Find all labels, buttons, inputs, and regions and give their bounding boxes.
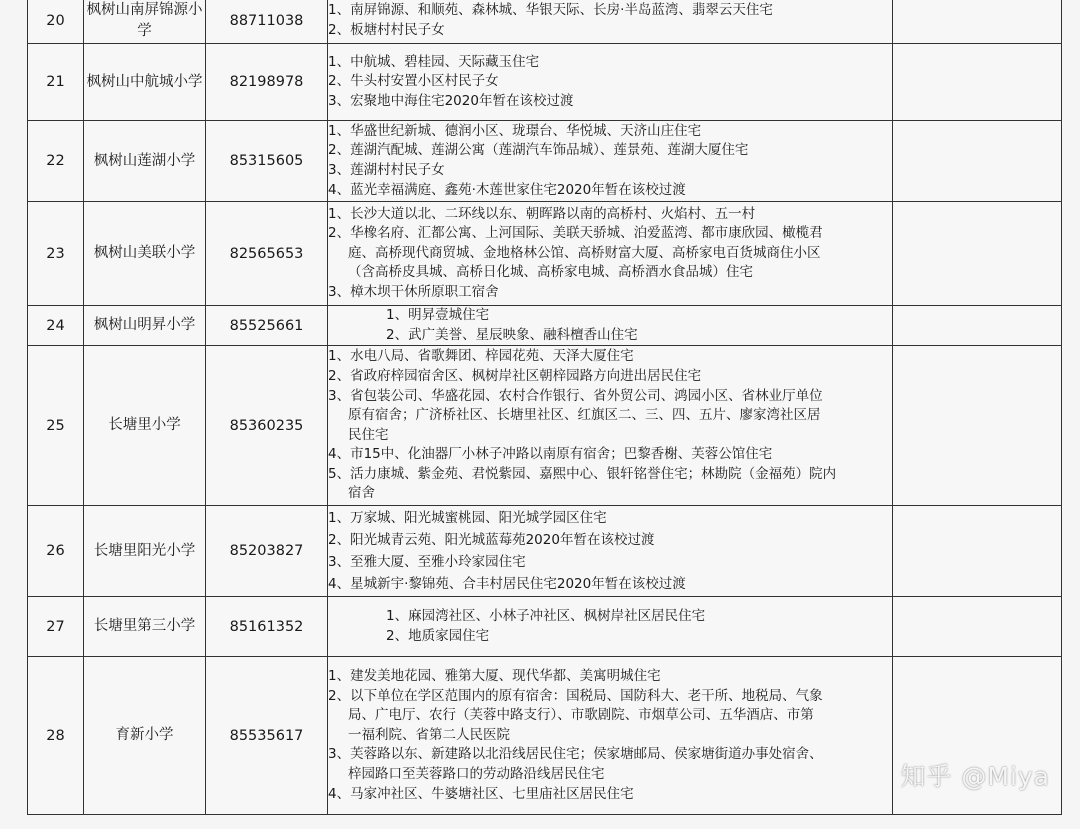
row-number: 20 (28, 0, 84, 44)
row-number: 24 (28, 306, 84, 346)
district-line: 4、星城新宇·黎锦苑、合丰村居民住宅2020年暂在该校过渡 (328, 576, 686, 593)
row-number: 27 (28, 597, 84, 657)
school-phone: 82565653 (206, 202, 328, 306)
remarks-cell (893, 506, 1062, 597)
district-line: 4、蓝光幸福满庭、鑫苑·木莲世家住宅2020年暂在该校过渡 (328, 181, 686, 198)
district-range (328, 121, 893, 202)
watermark: 知乎 @Miya (900, 762, 1050, 791)
district-line: （含高桥皮具城、高桥日化城、高桥家电城、高桥酒水食品城）住宅 (348, 264, 753, 281)
district-line: 2、省政府梓园宿舍区、枫树岸社区朝梓园路方向进出居民住宅 (328, 367, 702, 384)
school-name: 枫树山美联小学 (84, 202, 206, 306)
district-line: 梓园路口至芙蓉路口的劳动路沿线居民住宅 (348, 766, 605, 783)
row-number: 21 (28, 44, 84, 121)
remarks-cell (893, 597, 1062, 657)
district-line: 3、省包装公司、华盛花园、农村合作银行、省外贸公司、鸿园小区、省林业厅单位 (328, 387, 823, 404)
school-name: 长塘里小学 (84, 346, 206, 506)
school-district-table (27, 0, 1062, 815)
table-row (28, 597, 1062, 657)
district-line: 5、活力康城、紫金苑、君悦紫园、嘉熙中心、银轩铭誉住宅；林勘院（金福苑）院内 (328, 465, 837, 482)
district-line: 1、麻园湾社区、小林子冲社区、枫树岸社区居民住宅 (386, 608, 706, 625)
district-range (328, 0, 893, 44)
district-line: 4、马家冲社区、牛婆塘社区、七里庙社区居民住宅 (328, 785, 634, 802)
district-line: 3、樟木坝干休所原职工宿舍 (328, 283, 499, 300)
district-line: 2、地质家园住宅 (386, 627, 490, 644)
school-phone: 82198978 (206, 44, 328, 121)
school-phone: 88711038 (206, 0, 328, 44)
remarks-cell (893, 0, 1062, 44)
school-name: 枫树山莲湖小学 (84, 121, 206, 202)
district-line: 2、莲湖汽配城、莲湖公寓（莲湖汽车饰品城）、莲景苑、莲湖大厦住宅 (328, 142, 749, 159)
table-body (28, 0, 1062, 815)
district-line: 2、武广美誉、星辰映象、融科檀香山住宅 (386, 326, 638, 343)
district-range (328, 202, 893, 306)
district-line: 1、万家城、阳光城蜜桃园、阳光城学园区住宅 (328, 510, 607, 527)
school-phone: 85315605 (206, 121, 328, 202)
district-line: 2、板塘村村民子女 (328, 22, 445, 38)
school-name: 枫树山中航城小学 (84, 44, 206, 121)
district-line: 1、水电八局、省歌舞团、梓园花苑、天泽大厦住宅 (328, 348, 634, 365)
school-phone: 85535617 (206, 657, 328, 815)
remarks-cell (893, 44, 1062, 121)
district-line: 局、广电厅、农行（芙蓉中路支行）、市歌剧院、市烟草公司、五华酒店、市第 (348, 707, 814, 724)
table-row (28, 121, 1062, 202)
school-name: 枫树山明昇小学 (84, 306, 206, 346)
district-line: 3、莲湖村村民子女 (328, 162, 445, 178)
district-line: 2、以下单位在学区范围内的原有宿舍：国税局、国防科大、老干所、地税局、气象 (328, 687, 823, 704)
district-range (328, 597, 893, 657)
school-phone: 85525661 (206, 306, 328, 346)
district-line: 2、阳光城青云苑、阳光城蓝莓苑2020年暂在该校过渡 (328, 532, 655, 549)
table-row (28, 44, 1062, 121)
district-line: 1、南屏锦源、和顺苑、森林城、华银天际、长房·半岛蓝湾、翡翠云天住宅 (328, 2, 773, 19)
district-range (328, 506, 893, 597)
district-line: 3、至雅大厦、至雅小玲家园住宅 (328, 554, 526, 571)
district-line: 原有宿舍；广济桥社区、长塘里社区、红旗区二、三、四、五片、廖家湾社区居 (348, 407, 821, 424)
table-row (28, 0, 1062, 44)
table-row (28, 346, 1062, 506)
district-range (328, 657, 893, 815)
school-phone: 85360235 (206, 346, 328, 506)
district-line: 民住宅 (348, 426, 389, 443)
district-range (328, 346, 893, 506)
school-name: 长塘里阳光小学 (84, 506, 206, 597)
district-line: 1、中航城、碧桂园、天际藏玉住宅 (328, 53, 540, 70)
district-line: 一福利院、省第二人民医院 (348, 726, 510, 743)
district-line: 1、长沙大道以北、二环线以东、朝晖路以南的高桥村、火焰村、五一村 (328, 205, 756, 222)
remarks-cell (893, 121, 1062, 202)
row-number: 26 (28, 506, 84, 597)
district-line: 3、芙蓉路以东、新建路以北沿线居民住宅；侯家塘邮局、侯家塘街道办事处宿舍、 (328, 746, 823, 763)
district-range (328, 306, 893, 346)
district-line: 3、宏聚地中海住宅2020年暂在该校过渡 (328, 92, 574, 109)
table-row (28, 202, 1062, 306)
row-number: 23 (28, 202, 84, 306)
table-row (28, 306, 1062, 346)
district-line: 4、市15中、化油器厂小林子冲路以南原有宿舍；巴黎香榭、芙蓉公馆住宅 (328, 446, 773, 463)
row-number: 22 (28, 121, 84, 202)
district-line: 1、明昇壹城住宅 (386, 307, 490, 323)
district-line: 2、牛头村安置小区村民子女 (328, 73, 499, 90)
district-line: 1、建发美地花园、雅第大厦、现代华都、美寓明城住宅 (328, 668, 661, 685)
district-range (328, 44, 893, 121)
school-name: 枫树山南屏锦源小学 (84, 0, 206, 44)
school-phone: 85161352 (206, 597, 328, 657)
remarks-cell (893, 306, 1062, 346)
school-name: 育新小学 (84, 657, 206, 815)
district-line: 1、华盛世纪新城、德润小区、珑璟台、华悦城、天济山庄住宅 (328, 122, 702, 139)
row-number: 28 (28, 657, 84, 815)
school-name: 长塘里第三小学 (84, 597, 206, 657)
remarks-cell (893, 202, 1062, 306)
table-row (28, 506, 1062, 597)
remarks-cell (893, 346, 1062, 506)
district-line: 宿舍 (348, 485, 375, 502)
district-line: 2、华橡名府、汇都公寓、上河国际、美联天骄城、泊爱蓝湾、都市康欣园、橄榄君 (328, 225, 823, 242)
row-number: 25 (28, 346, 84, 506)
school-phone: 85203827 (206, 506, 328, 597)
district-line: 庭、高桥现代商贸城、金地格林公馆、高桥财富大厦、高桥家电百货城商住小区 (348, 244, 821, 261)
